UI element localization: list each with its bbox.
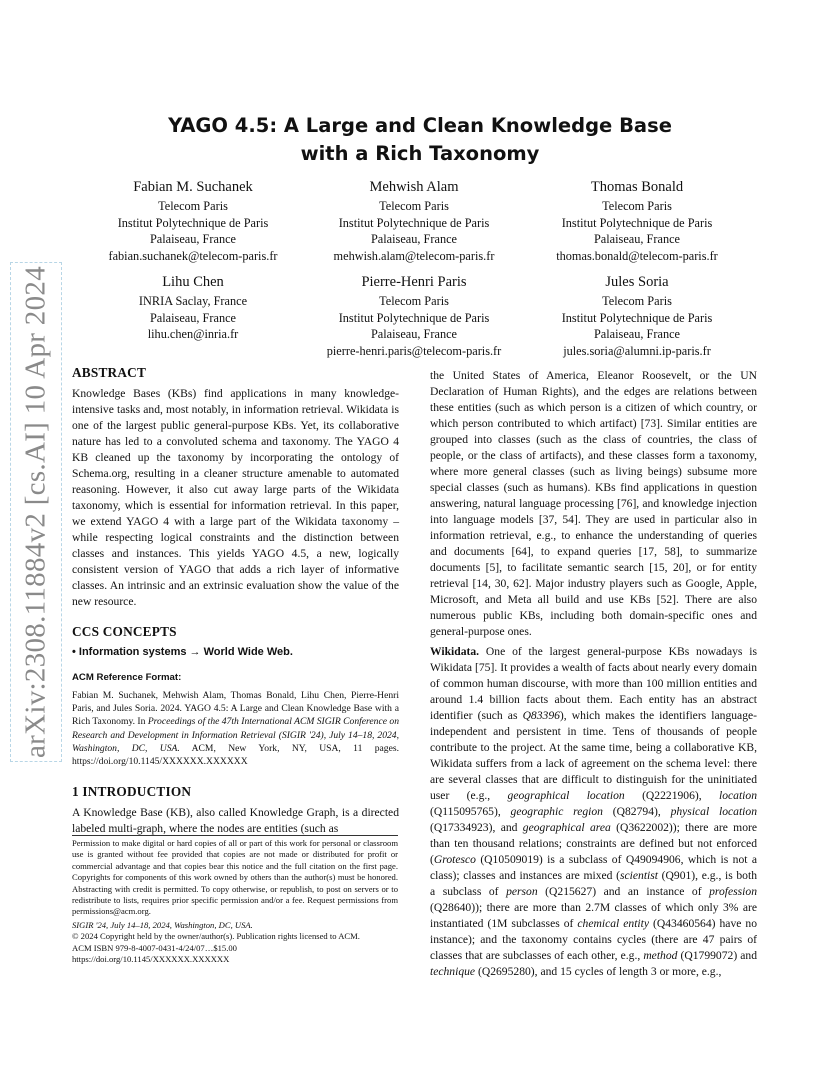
footnote-divider [72, 835, 398, 836]
wikidata-paragraph: Wikidata. One of the largest general-purpose KBs nowadays is Wikidata [75]. It provides a wealth of facts about nearly every domain of common human discourse, with more than 100 million entities and around 1.4 billion facts about them. Each entity has an abstract identifier (such as Q83396), which makes the identifiers language-independent and persistent in time. Tens of thousands of people contribute to the project. At the same time, being a collaborative KB, Wikidata suffers from a lack of agreement on the schema level: there are several classes that are difficult to distinguish for the uninitiated user (e.g., geographical location (Q2221906), location (Q115095765), geographic region (Q82794), physical location (Q17334923), and geographical area (Q3622002)); there are more than ten thousand relations; constraints are defined but not enforced (Grotesco (Q10509019) is a subclass of Q49094906, which is not a class); classes and instances are mixed (scientist (Q901), e.g., is both a subclass of person (Q215627) and an instance of profession (Q28640)); there are more than 2.7M classes of which only 3% are instantiated (1M subclasses of chemical entity (Q43460564) have no instance); and the taxonomy contains cycles (there are 47 pairs of classes that are subclasses of each other, e.g., method (Q1799072) and technique (Q2695280), and 15 cycles of length 3 or more, e.g., [430, 645, 757, 978]
left-column [72, 365, 399, 837]
author-affiliation: Palaiseau, France [370, 327, 458, 341]
introduction-text: A Knowledge Base (KB), also called Knowledge Graph, is a directed labeled multi-graph, where the nodes are entities (such as [72, 806, 399, 836]
author-name: Jules Soria [605, 274, 669, 290]
author-block-5 [296, 273, 532, 359]
reference-venue: Proceedings of the 47th International ACM SIGIR Conference on Research and Development in Information Retrieval (SIGIR '24), July 14–18, 2024, Washington, DC, USA. [72, 716, 399, 754]
paper-title [100, 112, 740, 168]
author-affiliation: Institut Polytechnique de Paris [338, 215, 490, 230]
author-name: Lihu Chen [162, 274, 224, 290]
author-email: thomas.bonald@telecom-paris.fr [556, 248, 718, 263]
permission-notice: Permission to make digital or hard copies of all or part of this work for personal or classroom use is granted without fee provided that copies are not made or distributed for profit or commercial advantage and that copies bear this notice and the full citation on the first page. Copyrights for components of this work owned by others than the author(s) must be honored. Abstracting with credit is permitted. To copy otherwise, or republish, to post on servers or to redistribute to lists, requires prior specific permission and/or a fee. Request permissions from permissions@acm.org. [72, 838, 398, 917]
author-block-2 [296, 178, 532, 264]
author-affiliation: Institut Polytechnique de Paris [117, 215, 269, 230]
author-affiliation: Palaiseau, France [149, 310, 237, 325]
author-name: Pierre-Henri Paris [361, 274, 467, 290]
author-affiliation: Palaiseau, France [593, 327, 681, 341]
footnote [72, 838, 398, 965]
reference-format-heading: ACM Reference Format: [72, 672, 182, 683]
title-line-2: with a Rich Taxonomy [300, 142, 540, 165]
author-affiliation: Telecom Paris [602, 199, 672, 213]
title-line-1: YAGO 4.5: A Large and Clean Knowledge Base [168, 114, 672, 137]
arxiv-identifier: arXiv:2308.11884v2 [cs.AI] 10 Apr 2024 [19, 266, 52, 758]
author-affiliation: Telecom Paris [602, 294, 672, 308]
introduction-heading: 1 INTRODUCTION [72, 784, 192, 800]
author-email: jules.soria@alumni.ip-paris.fr [563, 343, 711, 358]
right-column [430, 368, 757, 980]
author-name: Fabian M. Suchanek [133, 179, 253, 195]
author-email: fabian.suchanek@telecom-paris.fr [108, 248, 278, 263]
author-affiliation: Palaiseau, France [593, 232, 681, 246]
author-affiliation: Telecom Paris [158, 199, 228, 213]
author-affiliation: Institut Polytechnique de Paris [561, 215, 713, 230]
ccs-heading: CCS CONCEPTS [72, 624, 177, 639]
author-affiliation: INRIA Saclay, France [138, 294, 248, 308]
author-affiliation: Palaiseau, France [149, 232, 237, 246]
intro-paragraph: the United States of America, Eleanor Roosevelt, or the UN Declaration of Human Rights), and the edges are relations between these entities (such as which person is a citizen of which country, or which person contributed to which artifact) [73]. Similar entities are grouped into classes (such as the class of countries, the class of people, or the class of artifacts), and these classes form a taxonomy, where more general classes (such as living beings) subsume more special classes (such as humans). KBs find applications in question answering, natural language processing [76], and knowledge injection into language models [37, 54]. They are used in particular also in information retrieval, e.g., to enhance the understanding of queries and documents [64], to expand queries [17, 58], to summarize documents [5], to facilitate semantic search [15, 20], or for entity retrieval [14, 30, 62]. Major industry players such as Google, Apple, Microsoft, and Meta all build and use KBs [52]. There are also numerous public KBs, including both domain-specific ones and general-purpose ones. [430, 369, 757, 638]
isbn-line: ACM ISBN 979-8-4007-0431-4/24/07…$15.00 [72, 942, 237, 953]
conference-line: SIGIR '24, July 14–18, 2024, Washington, DC, USA. [72, 919, 253, 930]
author-name: Mehwish Alam [369, 179, 459, 195]
author-name: Thomas Bonald [590, 179, 684, 195]
author-email: mehwish.alam@telecom-paris.fr [333, 248, 495, 263]
author-block-1 [75, 178, 311, 264]
arxiv-stamp [10, 262, 62, 762]
author-block-4 [75, 273, 311, 343]
author-affiliation: Telecom Paris [379, 294, 449, 308]
author-block-3 [519, 178, 755, 264]
abstract-heading: ABSTRACT [72, 365, 147, 380]
abstract-text: Knowledge Bases (KBs) find applications in many knowledge-intensive tasks and, most notably, in information retrieval. Wikidata is one of the largest public general-purpose KBs. Yet, its collaborative nature has led to a convoluted schema and taxonomy. The YAGO 4 KB cleaned up the taxonomy by incorporating the ontology of Schema.org, resulting in a cleaner structure amenable to automated reasoning. However, it also cut away large parts of the Wikidata taxonomy, which is essential for information retrieval. In this paper, we extend YAGO 4 with a large part of the Wikidata taxonomy – while respecting logical constraints and the distinction between classes and instances. This yields YAGO 4.5, a new, logically consistent version of YAGO that adds a rich layer of informative classes. An intrinsic and an extrinsic evaluation show the value of the new resource. [72, 387, 399, 608]
reference-format-text [72, 689, 399, 768]
doi-line: https://doi.org/10.1145/XXXXXX.XXXXXX [72, 954, 230, 965]
copyright-line: © 2024 Copyright held by the owner/author(s). Publication rights licensed to ACM. [72, 931, 360, 942]
reference-text: Fabian M. Suchanek, Mehwish Alam, Thomas Bonald, Lihu Chen, Pierre-Henri Paris, and Jules Soria. 2024. YAGO 4.5: A Large and Clean Knowledge Base with a Rich Taxonomy. In [72, 690, 399, 728]
author-affiliation: Institut Polytechnique de Paris [338, 310, 490, 325]
author-affiliation: Institut Polytechnique de Paris [561, 310, 713, 325]
wikidata-label: Wikidata. [430, 645, 480, 658]
reference-text-end: ACM, New York, NY, USA, 11 pages. https://doi.org/10.1145/XXXXXX.XXXXXX [72, 742, 399, 768]
author-affiliation: Palaiseau, France [370, 232, 458, 246]
author-email: pierre-henri.paris@telecom-paris.fr [326, 343, 502, 358]
author-email: lihu.chen@inria.fr [147, 327, 239, 341]
author-block-6 [519, 273, 755, 359]
ccs-concepts: • Information systems → World Wide Web. [72, 646, 293, 658]
author-affiliation: Telecom Paris [379, 199, 449, 213]
